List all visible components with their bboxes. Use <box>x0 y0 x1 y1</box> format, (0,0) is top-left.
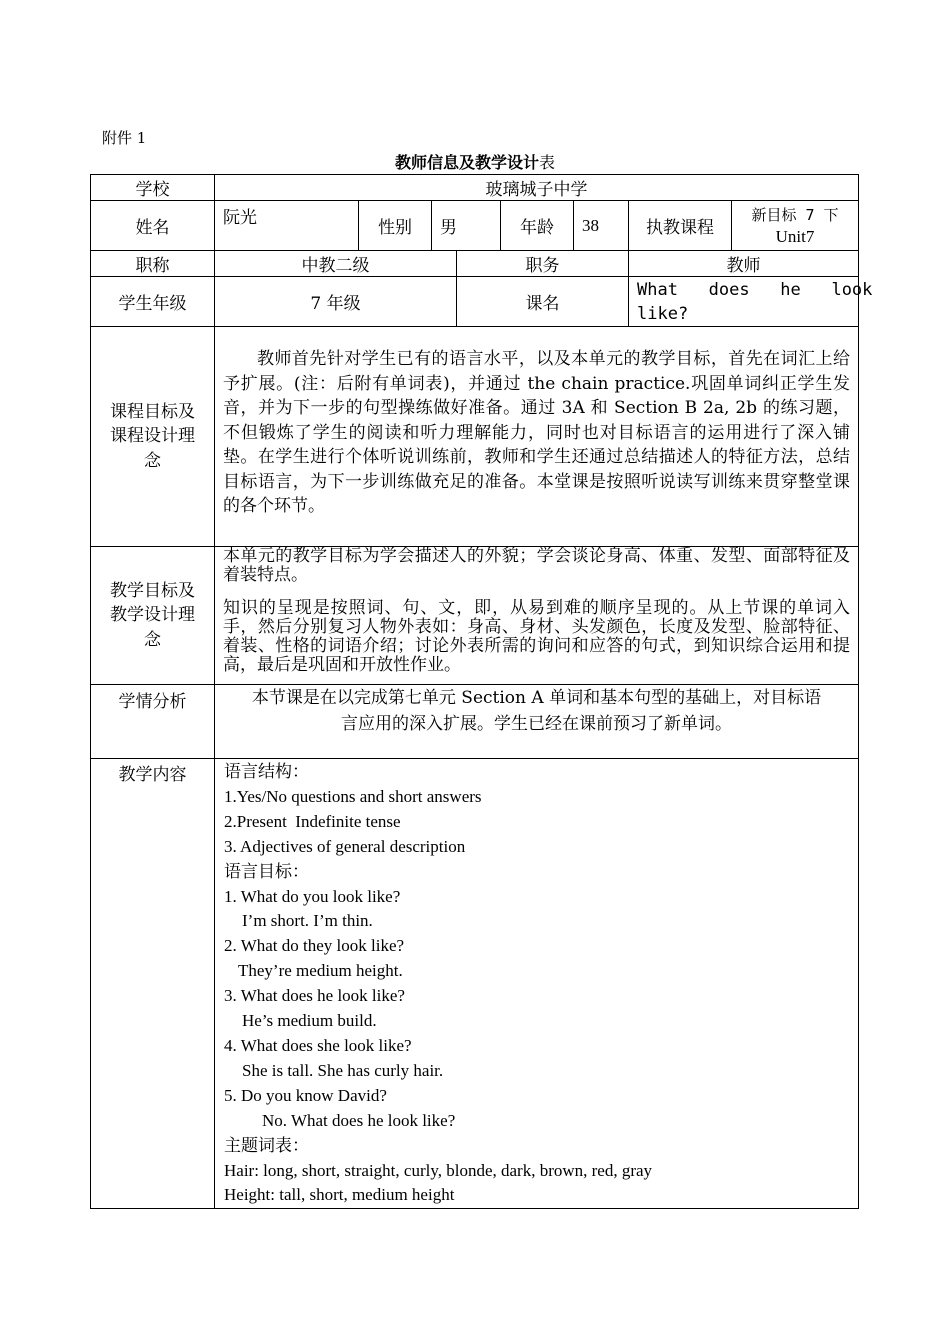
course-value-line1: 新目标 7 下 <box>751 205 839 224</box>
content-line: 2.Present Indefinite tense <box>224 811 401 831</box>
course-goal-label-line1: 课程目标及 <box>110 401 195 422</box>
content-cell <box>215 759 859 1209</box>
row-rank <box>91 251 859 277</box>
analysis-label: 学情分析 <box>91 685 215 759</box>
content-line: 3. Adjectives of general description <box>224 836 466 856</box>
teacher-info-table <box>90 174 873 1209</box>
content-line: 语言目标： <box>224 861 309 882</box>
duty-label: 职务 <box>457 251 629 277</box>
content-line: 3. What does he look like? <box>224 986 405 1006</box>
analysis-cell <box>215 685 859 759</box>
content-line: 5. Do you know David? <box>224 1085 387 1105</box>
content-line: 4. What does she look like? <box>224 1035 412 1055</box>
age-value: 38 <box>574 201 629 251</box>
content-line: 语言结构： <box>224 762 309 782</box>
teaching-goal-label <box>91 547 215 685</box>
course-goal-label-line3: 念 <box>144 450 161 471</box>
course-value <box>732 201 859 251</box>
teaching-goal-text-1: 本单元的教学目标为学会描述人的外貌；学会谈论身高、体重、发型、面部特征及着装特点。 <box>223 546 850 585</box>
title-tail: 表 <box>539 153 556 172</box>
lesson-label: 课名 <box>457 277 629 327</box>
content-line: I’m short. I’m thin. <box>242 911 373 931</box>
content-line: He’s medium build. <box>242 1011 377 1031</box>
duty-value: 教师 <box>629 251 859 277</box>
course-goal-cell <box>215 327 859 547</box>
teaching-goal-label-line3: 念 <box>144 629 161 650</box>
teaching-goal-text-2: 知识的呈现是按照词、句、文，即，从易到难的顺序呈现的。从上节课的单词入手，然后分别复习人物外表如：身高、身材、头发颜色，长度及发型、脸部特征、着装、性格的词语介绍；讨论外表所需的询问和应答的句式，到知识综合运用和提高，最后是巩固和开放性作业。 <box>223 598 850 675</box>
grade-value: 7 年级 <box>215 277 457 327</box>
row-course-goal <box>91 327 859 547</box>
content-line: 1.Yes/No questions and short answers <box>224 786 482 806</box>
content-line: They’re medium height. <box>238 961 403 981</box>
row-name <box>91 201 859 251</box>
rank-value: 中教二级 <box>215 251 457 277</box>
teaching-goal-cell <box>215 547 859 685</box>
paragraph-gap <box>215 585 858 599</box>
gender-value: 男 <box>432 201 501 251</box>
content-line: No. What does he look like? <box>262 1110 456 1130</box>
content-line: She is tall. She has curly hair. <box>242 1060 444 1080</box>
lesson-value-line1: What does he look <box>637 279 873 300</box>
content-line: 主题词表： <box>224 1135 309 1156</box>
gender-label: 性别 <box>359 201 432 251</box>
age-label: 年龄 <box>501 201 574 251</box>
page-title <box>0 150 950 173</box>
content-line: Hair: long, short, straight, curly, blonde, dark, brown, red, gray <box>224 1160 653 1180</box>
teaching-goal-label-line2: 教学设计理 <box>110 605 195 626</box>
lesson-value-line2: like? <box>637 303 689 324</box>
row-analysis <box>91 685 859 759</box>
school-label: 学校 <box>91 175 215 201</box>
attachment-label: 附件 1 <box>102 129 147 147</box>
row-grade <box>91 277 859 327</box>
row-teaching-goal <box>91 547 859 685</box>
rank-label: 职称 <box>91 251 215 277</box>
content-line: 2. What do they look like? <box>224 936 405 956</box>
grade-label: 学生年级 <box>91 277 215 327</box>
school-value: 玻璃城子中学 <box>215 175 859 201</box>
course-goal-label <box>91 327 215 547</box>
name-label: 姓名 <box>91 201 215 251</box>
row-content <box>91 759 859 1209</box>
analysis-text-line1: 本节课是在以完成第七单元 Section A 单词和基本句型的基础上，对目标语 <box>251 688 822 708</box>
title-bold: 教师信息及教学设计 <box>394 153 539 172</box>
teaching-goal-label-line1: 教学目标及 <box>110 580 195 601</box>
course-label: 执教课程 <box>629 201 732 251</box>
analysis-text-line2: 言应用的深入扩展。学生已经在课前预习了新单词。 <box>341 714 732 734</box>
content-line: 1. What do you look like? <box>224 886 401 906</box>
course-goal-text: 教师首先针对学生已有的语言水平，以及本单元的教学目标，首先在词汇上给予扩展。(注：后附有单词表)，并通过 the chain practice.巩固单词纠正学生发音，并为下一步的句型操练做好准备。通过 3A 和 Section B 2a, 2b 的练习题，不但锻炼了学生的阅读和听力理解能力，同时也对目标语言的运用进行了深入铺垫。在学生进行个体听说训练前，教师和学生还通过总结描述人的特征方法，总结目标语言，为下一步训练做充足的准备。本堂课是按照听说读写训练来贯穿整堂课的各个环节。 <box>223 349 850 516</box>
lesson-value <box>629 277 873 327</box>
name-value: 阮光 <box>215 201 359 251</box>
content-label: 教学内容 <box>91 759 215 1209</box>
row-school <box>91 175 859 201</box>
course-goal-label-line2: 课程设计理 <box>110 426 195 447</box>
course-value-line2: Unit7 <box>775 226 815 246</box>
content-line: Height: tall, short, medium height <box>224 1185 455 1205</box>
